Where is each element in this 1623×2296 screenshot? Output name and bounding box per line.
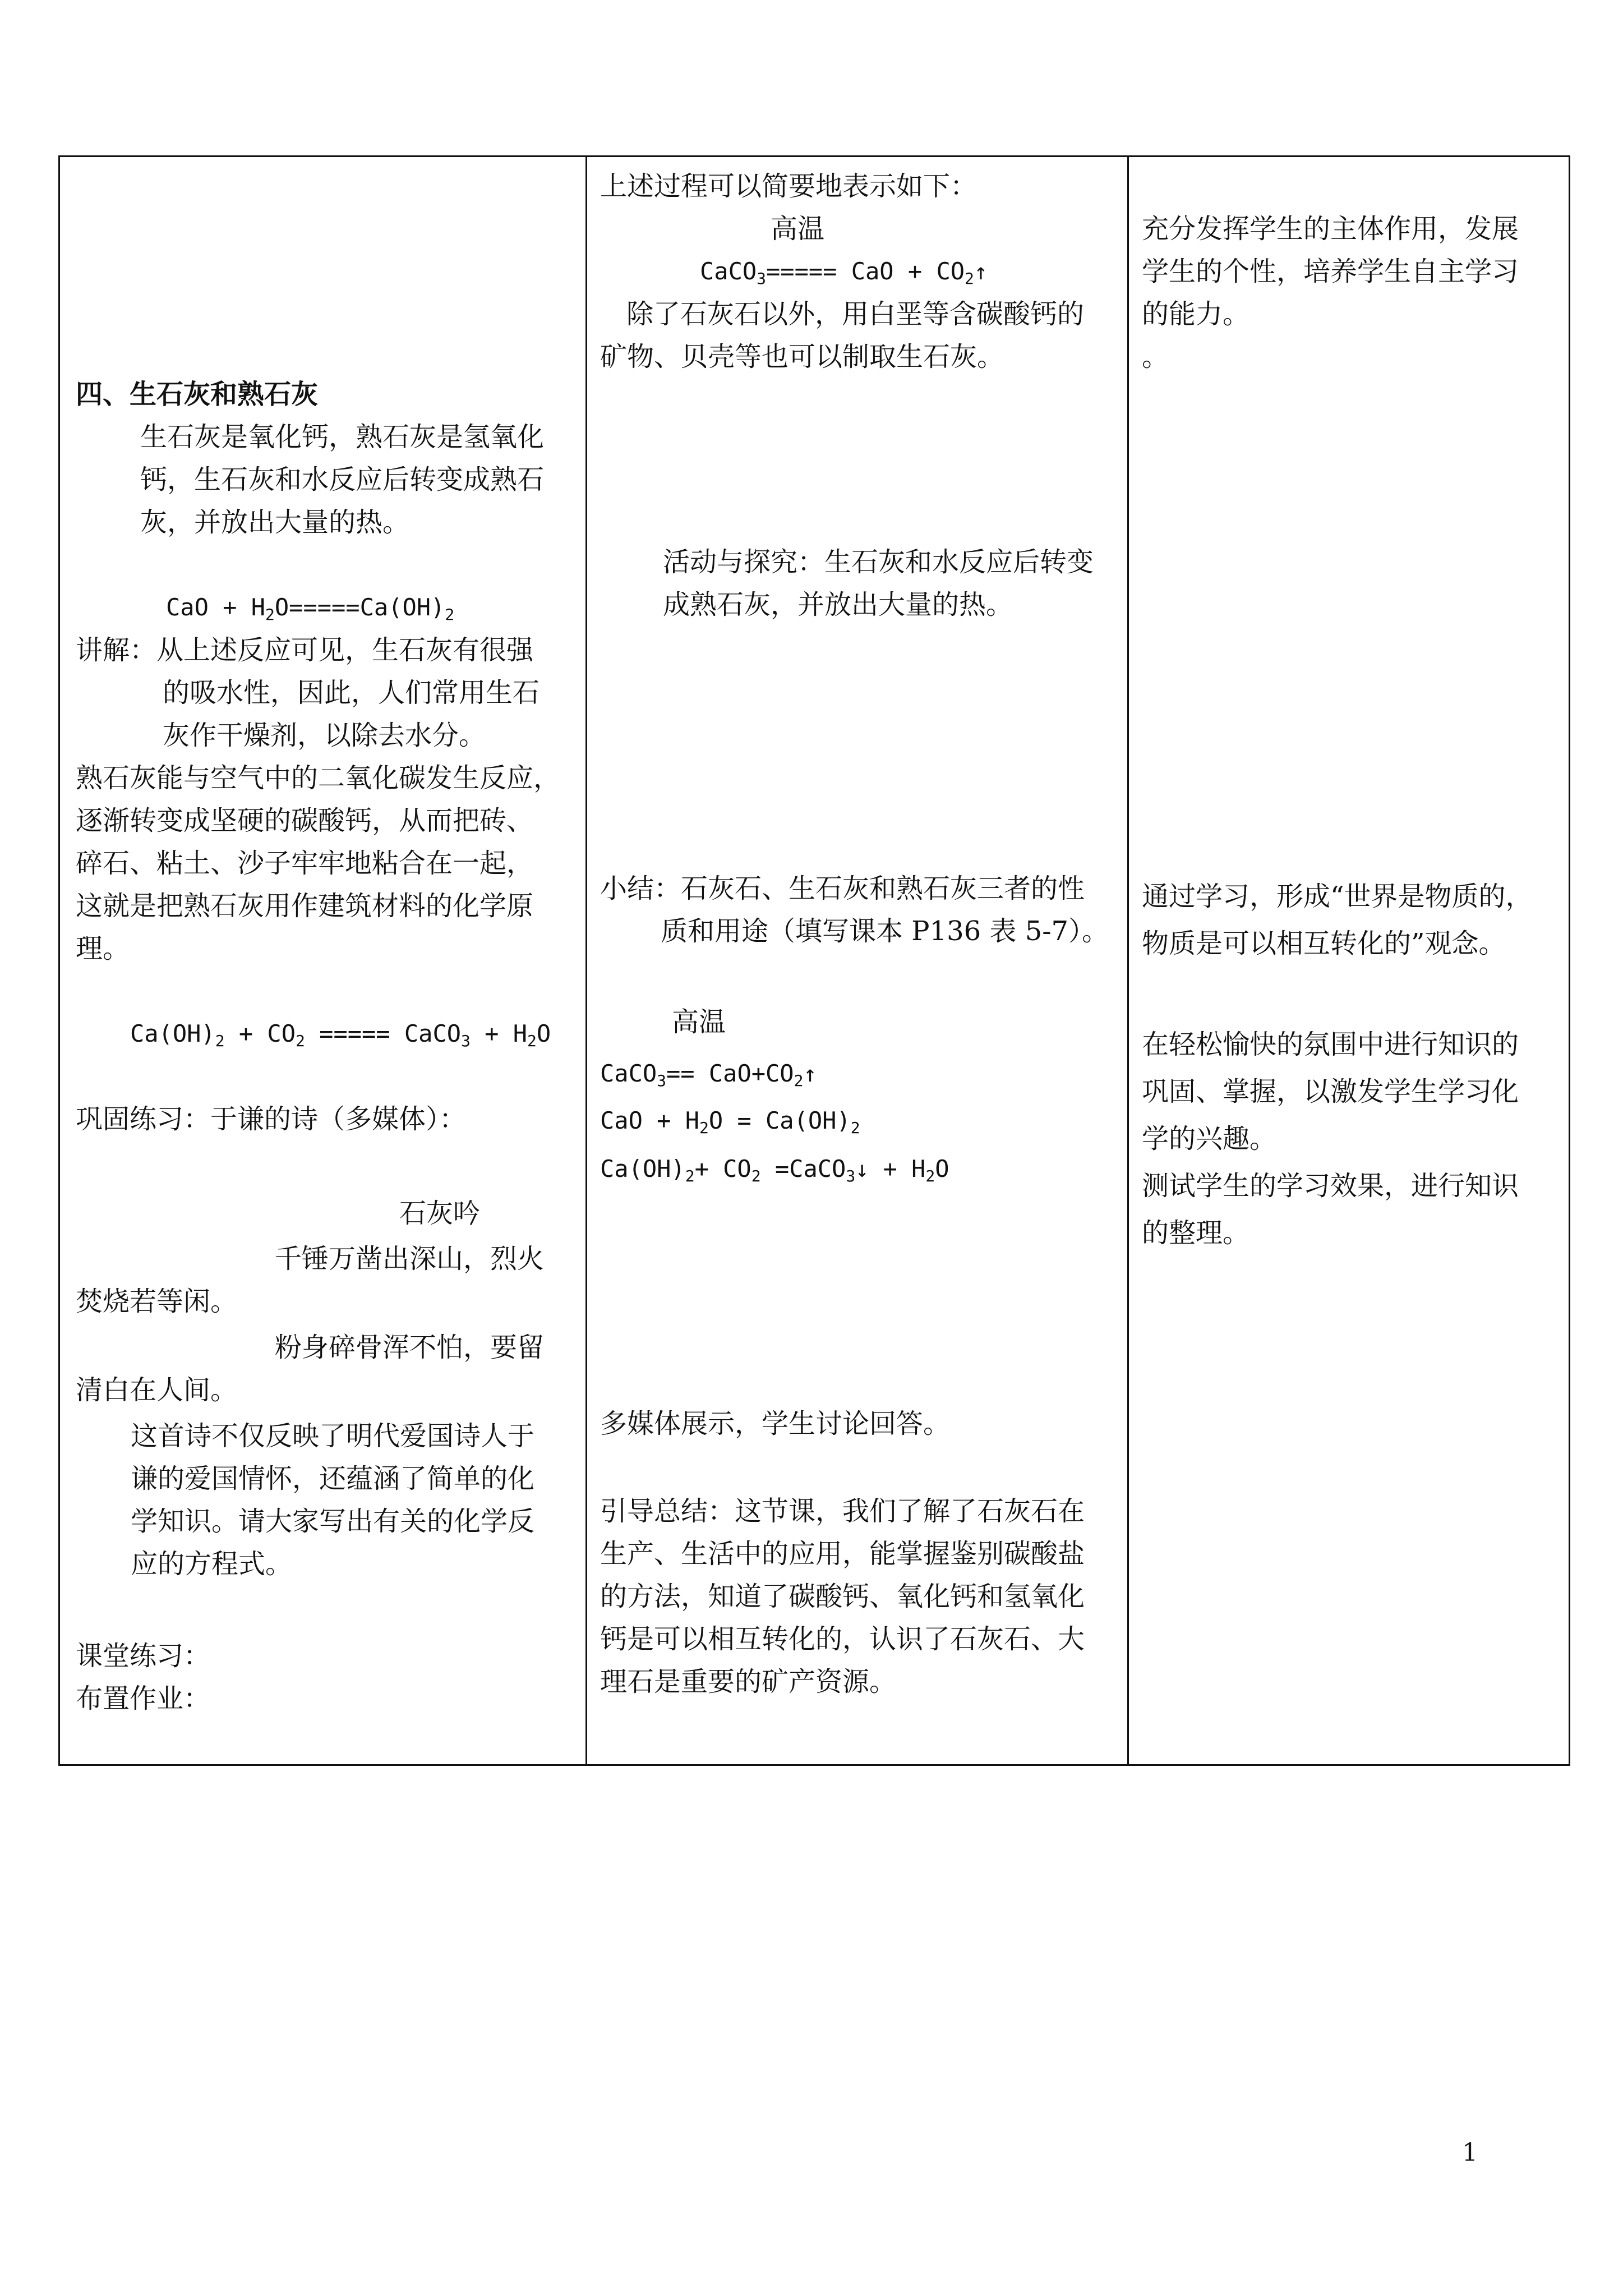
column-divider-right: [1127, 157, 1129, 1764]
intro-line: 钙，生石灰和水反应后转变成熟石: [140, 464, 545, 495]
design-intent-line: 在轻松愉快的氛围中进行知识的: [1142, 1029, 1519, 1060]
poem-title: 石灰吟: [399, 1198, 481, 1229]
guide-line: 钙是可以相互转化的，认识了石灰石、大: [600, 1623, 1085, 1655]
other-source-line: 矿物、贝壳等也可以制取生石灰。: [600, 341, 1004, 372]
guide-line: 理石是重要的矿产资源。: [600, 1666, 897, 1697]
explain-line: 的吸水性，因此，人们常用生石: [163, 677, 540, 708]
reaction-condition: 高温: [672, 1006, 726, 1038]
explain-line: 灰作干燥剂，以除去水分。: [163, 720, 486, 751]
activity-line: 成熟石灰，并放出大量的热。: [663, 589, 1013, 620]
guide-line: 的方法，知道了碳酸钙、氧化钙和氢氧化: [600, 1581, 1085, 1612]
equation-cao-water: CaO + $H_2O=====Ca(OH)_2$: [166, 593, 455, 624]
poem-note-line: 学知识。请大家写出有关的化学反: [131, 1506, 535, 1537]
intro-line: 灰，并放出大量的热。: [140, 507, 410, 538]
poem-note-line: 这首诗不仅反映了明代爱国诗人于: [131, 1420, 535, 1452]
summary-line: 小结：石灰石、生石灰和熟石灰三者的性: [600, 873, 1085, 904]
intro-line: 生石灰是氧化钙，熟石灰是氢氧化: [140, 421, 545, 453]
guide-line: 引导总结：这节课，我们了解了石灰石在: [600, 1496, 1085, 1527]
design-intent-line: 学的兴趣。: [1142, 1123, 1277, 1154]
design-intent-line: 学生的个性，培养学生自主学习: [1142, 256, 1519, 287]
poem-note-line: 应的方程式。: [131, 1548, 293, 1580]
poem-line: 千锤万凿出深山，烈火: [275, 1243, 545, 1274]
design-intent-line: 的能力。: [1142, 298, 1250, 330]
equation-c: $Ca(OH)_2+ CO_2$ =CaCO$_3$↓ + $H_2O$: [600, 1155, 949, 1185]
page-number: 1: [1462, 2138, 1478, 2167]
guide-line: 生产、生活中的应用，能掌握鉴别碳酸盐: [600, 1538, 1085, 1570]
paragraph-line: 这就是把熟石灰用作建筑材料的化学原: [76, 890, 534, 922]
equation-b: CaO + $H_2O = Ca(OH)_2$: [600, 1107, 860, 1137]
summary-line: 质和用途（填写课本 P136 表 5-7）。: [661, 915, 1109, 947]
multimedia-text: 多媒体展示，学生讨论回答。: [600, 1408, 951, 1439]
poem-line: 清白在人间。: [76, 1374, 238, 1406]
paragraph-line: 理。: [76, 933, 130, 964]
design-intent-line: 充分发挥学生的主体作用，发展: [1142, 213, 1519, 245]
homework-label: 布置作业：: [76, 1683, 211, 1714]
column-divider-left: [585, 157, 587, 1764]
design-intent-line: 的整理。: [1142, 1217, 1250, 1249]
practice-label: 巩固练习：于谦的诗（多媒体）：: [76, 1103, 467, 1135]
process-label: 上述过程可以简要地表示如下：: [600, 171, 978, 202]
other-source-line: 除了石灰石以外，用白垩等含碳酸钙的: [626, 298, 1085, 330]
explain-line: 讲解：从上述反应可见，生石灰有很强: [76, 634, 534, 666]
paragraph-line: 碎石、粘土、沙子牢牢地粘合在一起，: [76, 848, 534, 879]
section-heading: 四、生石灰和熟石灰: [76, 379, 319, 410]
design-intent-line: 巩固、掌握，以激发学生学习化: [1142, 1076, 1519, 1107]
class-practice-label: 课堂练习：: [76, 1640, 211, 1672]
paragraph-line: 熟石灰能与空气中的二氧化碳发生反应，: [76, 762, 561, 794]
design-intent-line: 测试学生的学习效果，进行知识: [1142, 1170, 1519, 1202]
reaction-condition: 高温: [771, 213, 825, 245]
poem-line: 粉身碎骨浑不怕，要留: [275, 1332, 545, 1363]
equation-limewater-co2: $Ca(OH)_2 + CO_2$ ===== CaCO$_3$ + $H_2O$: [130, 1020, 551, 1050]
activity-line: 活动与探究：生石灰和水反应后转变: [663, 546, 1094, 578]
design-intent-line: 通过学习，形成“世界是物质的，: [1142, 881, 1533, 912]
paragraph-line: 逐渐转变成坚硬的碳酸钙，从而把砖、: [76, 805, 534, 836]
equation-a: CaCO$_3$== $CaO+CO_2↑$: [600, 1060, 817, 1090]
design-intent-line: 物质是可以相互转化的”观念。: [1142, 928, 1506, 959]
equation-decomposition: CaCO$_3$===== CaO + $CO_2↑$: [700, 257, 988, 288]
design-intent-line: 。: [1142, 341, 1169, 372]
poem-note-line: 谦的爱国情怀，还蕴涵了简单的化: [131, 1463, 535, 1494]
poem-line: 焚烧若等闲。: [76, 1286, 238, 1317]
